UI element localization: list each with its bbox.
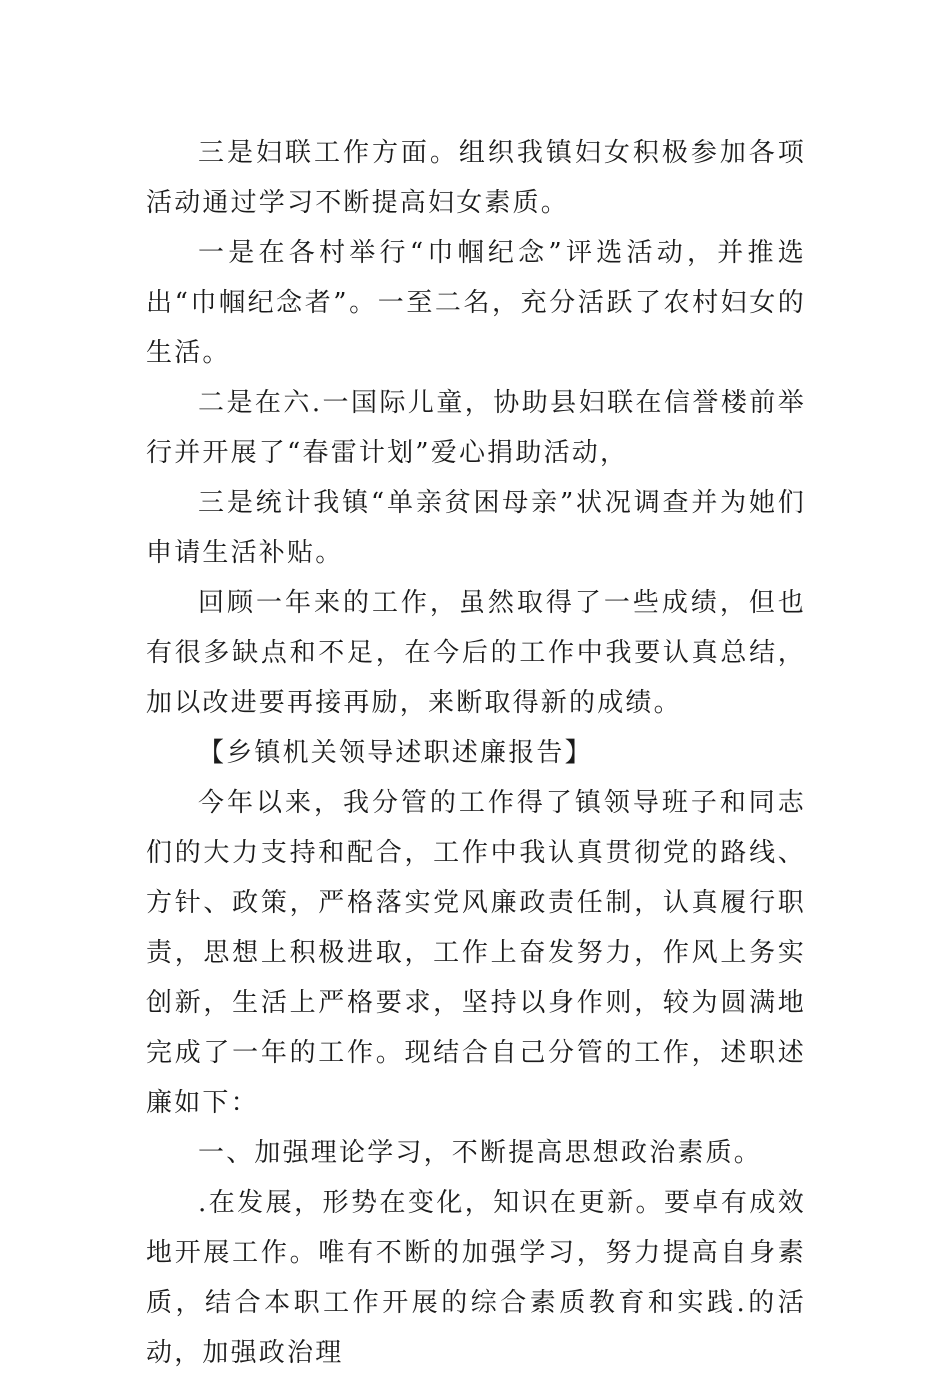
paragraph-development: .在发展，形势在变化，知识在更新。要卓有成效地开展工作。唯有不断的加强学习，努力提高自身素质，结合本职工作开展的综合素质教育和实践.的活动，加强政治理 — [146, 1188, 806, 1368]
paragraph-womens-federation: 三是妇联工作方面。组织我镇妇女积极参加各项活动通过学习不断提高妇女素质。 — [146, 138, 806, 218]
paragraph-single-mothers: 三是统计我镇“单亲贫困母亲”状况调查并为她们申请生活补贴。 — [146, 488, 806, 568]
paragraph-childrens-day: 二是在六.一国际儿童，协助县妇联在信誉楼前举行并开展了“春雷计划”爱心捐助活动， — [146, 388, 806, 468]
paragraph-selection-activity: 一是在各村举行“巾帼纪念”评选活动，并推选出“巾帼纪念者”。一至二名，充分活跃了农村妇女的生活。 — [146, 238, 806, 368]
subheading-theory-study: 一、加强理论学习，不断提高思想政治素质。 — [198, 1138, 763, 1168]
section-heading: 【乡镇机关领导述职述廉报告】 — [198, 738, 593, 768]
document-body — [146, 128, 806, 1378]
paragraph-introduction: 今年以来，我分管的工作得了镇领导班子和同志们的大力支持和配合，工作中我认真贯彻党的路线、方针、政策，严格落实党风廉政责任制，认真履行职责，思想上积极进取，工作上奋发努力，作风上务实创新，生活上严格要求，坚持以身作则，较为圆满地完成了一年的工作。现结合自己分管的工作，述职述廉如下： — [146, 788, 806, 1118]
paragraph-review: 回顾一年来的工作，虽然取得了一些成绩，但也有很多缺点和不足，在今后的工作中我要认真总结，加以改进要再接再励，来断取得新的成绩。 — [146, 588, 806, 718]
